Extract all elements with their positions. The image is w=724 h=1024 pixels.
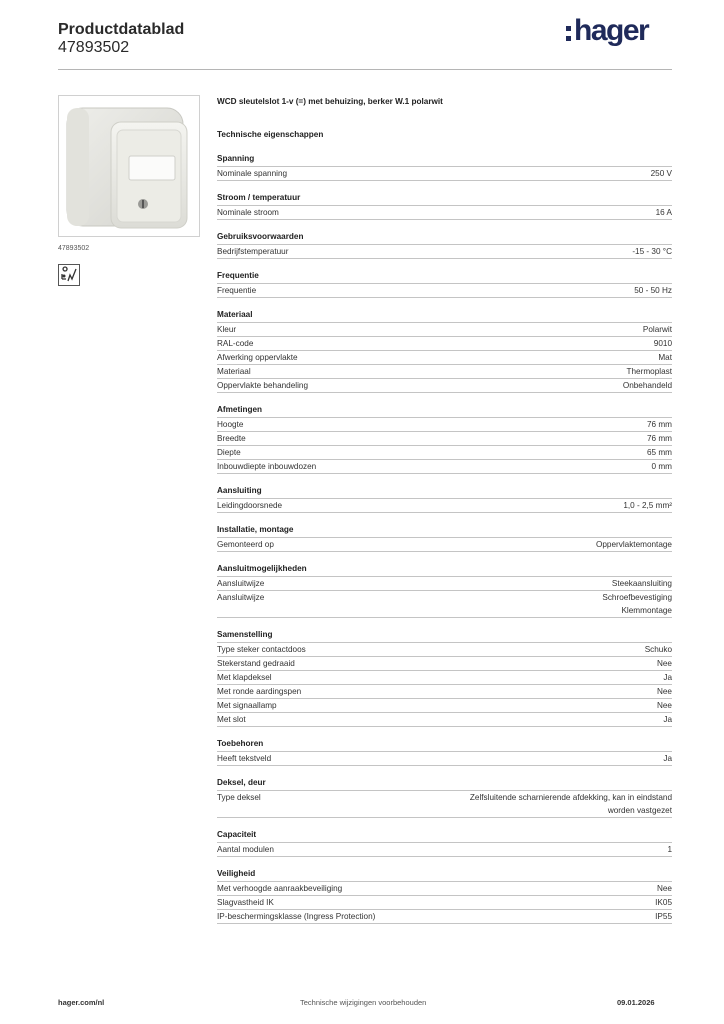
spec-row [217, 460, 672, 474]
spec-group [217, 485, 672, 513]
spec-value: Schuko [644, 645, 672, 654]
spec-row [217, 896, 672, 910]
spec-row [217, 167, 672, 181]
spec-row [217, 351, 672, 365]
spec-value: Nee [656, 701, 672, 710]
spec-value: Ja [663, 673, 672, 682]
spec-value: Steekaansluiting [611, 579, 672, 588]
spec-row [217, 713, 672, 727]
spec-value: Polarwit [642, 325, 672, 334]
spec-group [217, 270, 672, 298]
spec-label: Met signaallamp [217, 701, 277, 710]
spec-label: Afwerking oppervlakte [217, 353, 298, 362]
section-heading: Technische eigenschappen [217, 130, 324, 139]
spec-value: Onbehandeld [622, 381, 672, 390]
spec-label: Aansluitwijze [217, 579, 265, 588]
spec-label: Slagvastheid IK [217, 898, 274, 907]
spec-value: 1 [667, 845, 672, 854]
product-title: WCD sleutelslot 1-v (=) met behuizing, berker W.1 polarwit [217, 97, 443, 106]
spec-row [217, 206, 672, 220]
spec-group-title: Veiligheid [217, 868, 672, 882]
spec-row [217, 699, 672, 713]
spec-group-title: Afmetingen [217, 404, 672, 418]
spec-row [217, 245, 672, 259]
spec-value: Zelfsluitende scharnierende afdekking, kan in eindstand worden vastgezet [469, 793, 672, 815]
spec-row [217, 432, 672, 446]
hager-logo [566, 14, 648, 48]
spec-row [217, 337, 672, 351]
spec-row [217, 323, 672, 337]
spec-groups [217, 153, 672, 924]
spec-row [217, 882, 672, 896]
spec-row [217, 538, 672, 552]
spec-label: Materiaal [217, 367, 251, 376]
spec-row [217, 284, 672, 298]
spec-label: Met slot [217, 715, 246, 724]
spec-label: Aansluitwijze [217, 593, 265, 602]
spec-group-title: Spanning [217, 153, 672, 167]
spec-value: 0 mm [651, 462, 672, 471]
spec-label: Met ronde aardingspen [217, 687, 302, 696]
spec-value: 65 mm [646, 448, 672, 457]
footer-date: 09.01.2026 [617, 998, 655, 1007]
spec-label: Aantal modulen [217, 845, 274, 854]
spec-value: 50 - 50 Hz [634, 286, 672, 295]
spec-group [217, 404, 672, 474]
spec-label: Heeft tekstveld [217, 754, 272, 763]
spec-label: Diepte [217, 448, 241, 457]
installation-symbol-icon [58, 264, 80, 286]
spec-row [217, 791, 672, 818]
spec-row [217, 446, 672, 460]
spec-group [217, 563, 672, 618]
spec-value: Thermoplast [626, 367, 672, 376]
spec-row [217, 671, 672, 685]
spec-label: Type deksel [217, 793, 261, 802]
spec-value: Mat [658, 353, 672, 362]
footer-disclaimer: Technische wijzigingen voorbehouden [300, 998, 427, 1007]
spec-group [217, 829, 672, 857]
spec-group [217, 777, 672, 818]
spec-label: Leidingdoorsnede [217, 501, 283, 510]
spec-label: Gemonteerd op [217, 540, 274, 549]
spec-label: Frequentie [217, 286, 257, 295]
spec-label: Hoogte [217, 420, 244, 429]
spec-value: 76 mm [646, 434, 672, 443]
spec-group-title: Aansluitmogelijkheden [217, 563, 672, 577]
spec-group [217, 524, 672, 552]
spec-group-title: Stroom / temperatuur [217, 192, 672, 206]
logo-dots-icon [566, 26, 571, 41]
footer-website: hager.com/nl [58, 998, 105, 1007]
spec-group [217, 231, 672, 259]
spec-value: IK05 [655, 898, 672, 907]
spec-value: Schroefbevestiging Klemmontage [602, 593, 672, 615]
spec-label: Met klapdeksel [217, 673, 272, 682]
spec-row [217, 591, 672, 618]
spec-value: Nee [656, 659, 672, 668]
spec-label: Bedrijfstemperatuur [217, 247, 289, 256]
spec-value: IP55 [655, 912, 672, 921]
spec-group-title: Gebruiksvoorwaarden [217, 231, 672, 245]
spec-row [217, 643, 672, 657]
spec-label: Type steker contactdoos [217, 645, 306, 654]
spec-value: -15 - 30 °C [632, 247, 672, 256]
page-title: Productdatablad [58, 21, 185, 38]
spec-row [217, 418, 672, 432]
spec-value: 250 V [650, 169, 672, 178]
spec-group-title: Samenstelling [217, 629, 672, 643]
spec-group [217, 868, 672, 924]
spec-label: Breedte [217, 434, 246, 443]
spec-value: Ja [663, 754, 672, 763]
spec-label: Nominale stroom [217, 208, 279, 217]
spec-group-title: Frequentie [217, 270, 672, 284]
spec-row [217, 752, 672, 766]
spec-group [217, 192, 672, 220]
header-divider [58, 69, 672, 70]
spec-content [217, 95, 672, 924]
spec-value: 76 mm [646, 420, 672, 429]
spec-group-title: Materiaal [217, 309, 672, 323]
logo-text: hager [574, 14, 649, 47]
product-image [58, 95, 200, 237]
spec-value: Ja [663, 715, 672, 724]
spec-group-title: Aansluiting [217, 485, 672, 499]
spec-value: Nee [656, 884, 672, 893]
spec-row [217, 379, 672, 393]
spec-group-title: Deksel, deur [217, 777, 672, 791]
spec-value: 9010 [653, 339, 672, 348]
socket-image-icon [59, 96, 199, 236]
spec-row [217, 499, 672, 513]
spec-row [217, 685, 672, 699]
spec-value: 16 A [655, 208, 672, 217]
product-number: 47893502 [58, 39, 130, 56]
spec-label: Met verhoogde aanraakbeveiliging [217, 884, 343, 893]
spec-label: Oppervlakte behandeling [217, 381, 309, 390]
spec-label: Kleur [217, 325, 237, 334]
spec-group-title: Capaciteit [217, 829, 672, 843]
spec-row [217, 365, 672, 379]
spec-row [217, 657, 672, 671]
spec-label: Inbouwdiepte inbouwdozen [217, 462, 317, 471]
spec-row [217, 843, 672, 857]
spec-row [217, 577, 672, 591]
image-caption: 47893502 [58, 245, 90, 252]
spec-label: IP-beschermingsklasse (Ingress Protection) [217, 912, 376, 921]
spec-value: Oppervlaktemontage [595, 540, 672, 549]
spec-label: Nominale spanning [217, 169, 288, 178]
spec-label: Stekerstand gedraaid [217, 659, 295, 668]
spec-label: RAL-code [217, 339, 254, 348]
spec-value: Nee [656, 687, 672, 696]
spec-row [217, 910, 672, 924]
spec-value: 1,0 - 2,5 mm² [623, 501, 672, 510]
spec-group [217, 309, 672, 393]
spec-group-title: Installatie, montage [217, 524, 672, 538]
spec-group [217, 629, 672, 727]
spec-group [217, 153, 672, 181]
spec-group-title: Toebehoren [217, 738, 672, 752]
spec-group [217, 738, 672, 766]
